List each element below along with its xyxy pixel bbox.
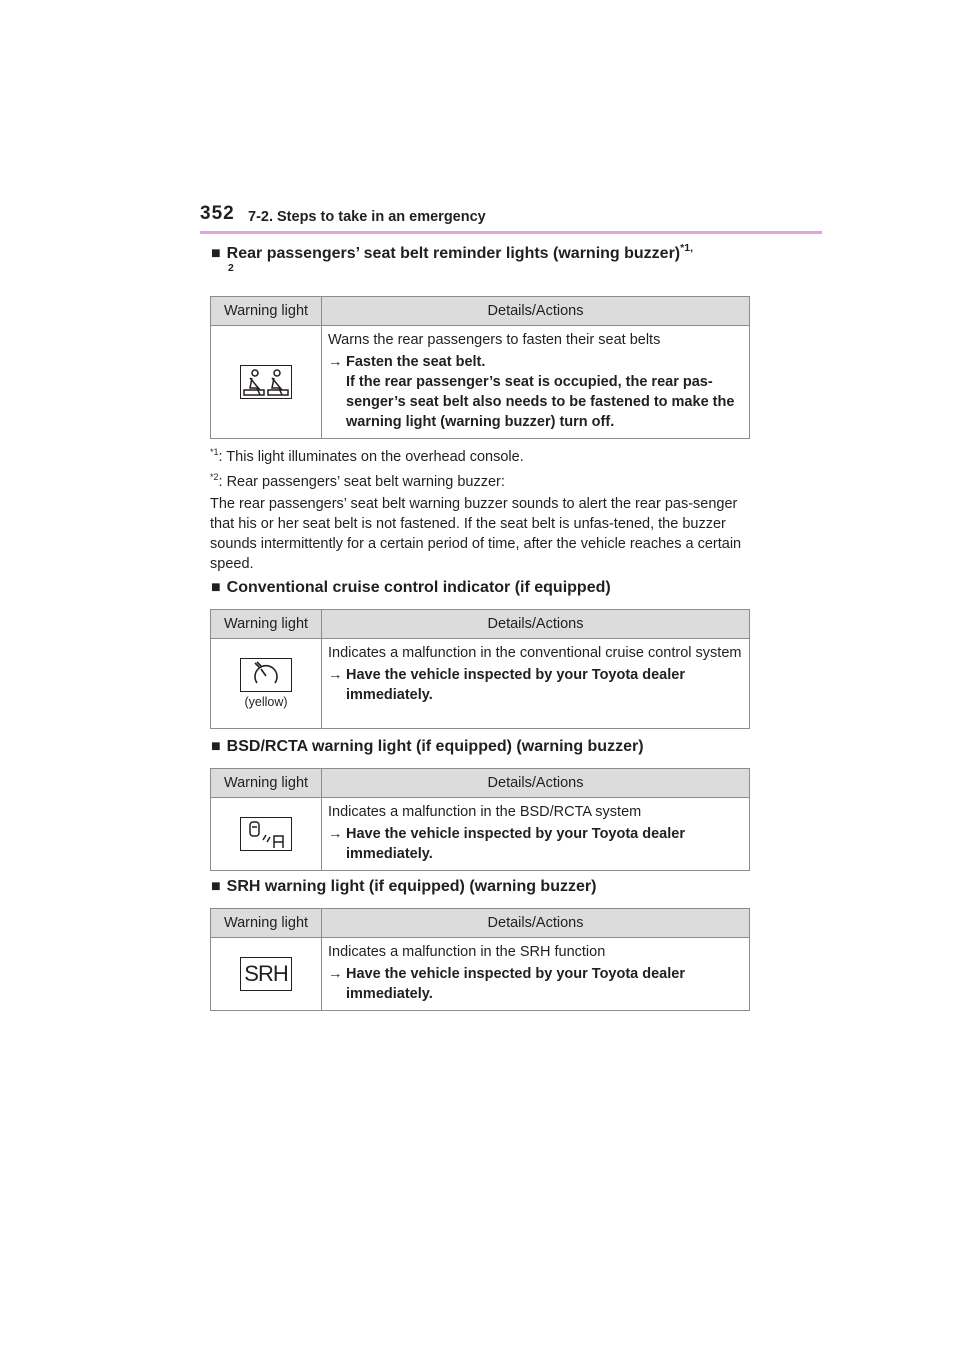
description: Warns the rear passengers to fasten their seat belts xyxy=(328,332,661,348)
icon-cell xyxy=(211,326,322,439)
icon-cell xyxy=(211,639,322,729)
icon-caption: (yellow) xyxy=(244,695,288,709)
heading-cruise-control: ■ Conventional cruise control indicator (if equipped) xyxy=(211,579,611,596)
header-rule xyxy=(200,231,822,234)
icon-cell xyxy=(211,938,322,1011)
rear-seat-belt-reminder-icon xyxy=(240,365,292,399)
bullet-icon: ■ xyxy=(211,245,221,262)
cruise-control-icon xyxy=(240,658,292,692)
col-warning-light: Warning light xyxy=(211,769,322,798)
action-item: → Have the vehicle inspected by your Toyota dealer immediately. xyxy=(328,966,685,1002)
icon-cell xyxy=(211,798,322,871)
description: Indicates a malfunction in the SRH function xyxy=(328,944,606,960)
arrow-icon: → xyxy=(328,966,343,982)
col-warning-light: Warning light xyxy=(211,610,322,639)
action-item: → Have the vehicle inspected by your Toyota dealer immediately. xyxy=(328,826,685,862)
action-item: → Have the vehicle inspected by your Toyota dealer immediately. xyxy=(328,667,685,703)
col-details-actions: Details/Actions xyxy=(322,909,750,938)
details-cell xyxy=(322,639,750,729)
description: Indicates a malfunction in the BSD/RCTA system xyxy=(328,804,642,820)
bullet-icon: ■ xyxy=(211,878,221,895)
col-details-actions: Details/Actions xyxy=(322,769,750,798)
warning-table-rear-seat-belt xyxy=(210,296,750,439)
footnote-1: $^{*1}$: This light illuminates on the overhead console. xyxy=(210,447,524,465)
heading-rear-seat-belt: ■ Rear passengers’ seat belt reminder lights (warning buzzer)$^{*1,}$ xyxy=(211,242,693,262)
warning-table-cruise-control xyxy=(210,609,750,729)
details-cell xyxy=(322,938,750,1011)
bsd-rcta-icon xyxy=(240,817,292,851)
description: Indicates a malfunction in the conventional cruise control system xyxy=(328,645,742,661)
section-title: 7-2. Steps to take in an emergency xyxy=(248,209,486,225)
heading-footnote-wrap: 2 xyxy=(228,262,234,274)
col-details-actions: Details/Actions xyxy=(322,610,750,639)
page-number: 352 xyxy=(200,203,235,224)
col-warning-light: Warning light xyxy=(211,297,322,326)
buzzer-paragraph: The rear passengers’ seat belt warning buzzer sounds to alert the rear pas-senger that his or her seat belt is not fastened. If the seat belt is unfas-tened, the buzzer sounds intermittently for a certain period of time, after the vehicle reaches a certain speed. xyxy=(210,496,742,572)
heading-srh: ■ SRH warning light (if equipped) (warning buzzer) xyxy=(211,878,597,895)
warning-table-srh xyxy=(210,908,750,1011)
arrow-icon: → xyxy=(328,354,343,370)
action-item: → Fasten the seat belt. If the rear passenger’s seat is occupied, the rear pas-senger’s seat belt also needs to be fastened to make the warning light (warning buzzer) turn off. xyxy=(328,354,735,430)
arrow-icon: → xyxy=(328,826,343,842)
footnote-2: $^{*2}$: Rear passengers’ seat belt warning buzzer: xyxy=(210,472,505,490)
bullet-icon: ■ xyxy=(211,579,221,596)
details-cell xyxy=(322,326,750,439)
details-cell xyxy=(322,798,750,871)
heading-bsd-rcta: ■ BSD/RCTA warning light (if equipped) (warning buzzer) xyxy=(211,738,644,755)
col-details-actions: Details/Actions xyxy=(322,297,750,326)
srh-icon: SRH xyxy=(240,957,292,991)
warning-table-bsd-rcta xyxy=(210,768,750,871)
arrow-icon: → xyxy=(328,667,343,683)
bullet-icon: ■ xyxy=(211,738,221,755)
col-warning-light: Warning light xyxy=(211,909,322,938)
